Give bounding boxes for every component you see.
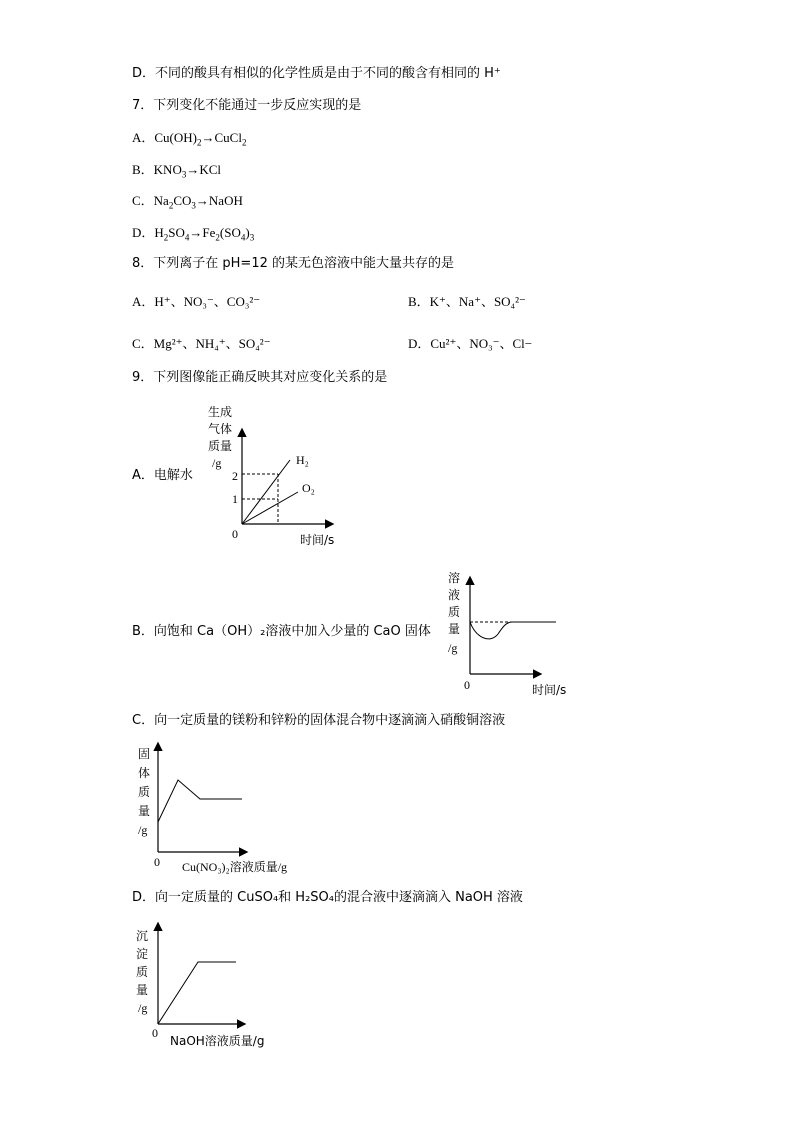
graph-d-ylabel-3: 质 bbox=[136, 965, 149, 979]
q7-option-a bbox=[132, 130, 246, 146]
graph-a-ytick-2: 2 bbox=[232, 469, 238, 483]
q8-option-a: A．H⁺、NO₃⁻、CO₃²⁻ bbox=[132, 294, 261, 309]
graph-c-curve bbox=[158, 780, 242, 822]
q7-option-c bbox=[132, 193, 243, 209]
q7-stem: 7．下列变化不能通过一步反应实现的是 bbox=[132, 98, 362, 113]
q7-option-b bbox=[132, 162, 221, 178]
graph-b-ylabel-5: /g bbox=[448, 641, 458, 655]
graph-b-origin: 0 bbox=[464, 678, 470, 692]
q8-option-d: D．Cu²⁺、NO₃⁻、Cl− bbox=[408, 336, 533, 351]
graph-b-ylabel-2: 液 bbox=[448, 588, 461, 602]
graph-c-origin: 0 bbox=[154, 855, 160, 869]
q7-d-text-3: →Fe bbox=[189, 225, 216, 240]
q9-option-a-label: A．电解水 bbox=[132, 468, 193, 483]
graph-b-ylabel-3: 质 bbox=[448, 605, 461, 619]
q7-d-sub-3: 2 bbox=[215, 232, 220, 243]
graph-b-curve bbox=[470, 622, 556, 639]
q7-c-label: C． bbox=[132, 193, 154, 208]
graph-a-ylabel-2: 气体 bbox=[208, 422, 233, 436]
graph-a-o2-line bbox=[242, 492, 298, 524]
graph-c-ylabel-4: 量 bbox=[138, 804, 151, 818]
graph-d-ylabel-5: /g bbox=[138, 1001, 148, 1015]
q7-option-d bbox=[132, 225, 254, 241]
graph-c bbox=[130, 740, 340, 880]
q6-option-d: D．不同的酸具有相似的化学性质是由于不同的酸含有相同的 H⁺ bbox=[132, 66, 501, 81]
q7-d-sub-1: 2 bbox=[163, 232, 169, 243]
graph-a-ytick-1: 1 bbox=[232, 492, 238, 506]
q7-a-arrow: → bbox=[201, 130, 215, 145]
q9-stem: 9．下列图像能正确反映其对应变化关系的是 bbox=[132, 370, 388, 385]
q7-c-text-1: Na bbox=[153, 193, 169, 208]
q7-b-rest: →KCl bbox=[186, 162, 222, 177]
graph-b bbox=[440, 568, 580, 698]
q7-d-sub-2: 4 bbox=[184, 232, 190, 243]
q7-b-sub: 3 bbox=[181, 169, 187, 180]
graph-d-origin: 0 bbox=[152, 1026, 158, 1040]
graph-a-h2-line bbox=[242, 460, 290, 524]
q7-d-text-4: (SO bbox=[219, 225, 241, 240]
q7-d-text-5: ) bbox=[245, 225, 250, 240]
q8-option-b: B．K⁺、Na⁺、SO₄²⁻ bbox=[408, 294, 526, 309]
q7-d-sub-5: 3 bbox=[249, 232, 255, 243]
q7-c-text-2: CO bbox=[173, 193, 192, 208]
q7-b-label: B． bbox=[132, 162, 154, 177]
q7-a-sub-1: 2 bbox=[197, 137, 202, 148]
q7-a-label: A． bbox=[132, 130, 155, 145]
q7-c-rest: →NaOH bbox=[195, 193, 243, 208]
q8-option-c: C．Mg²⁺、NH₄⁺、SO₄²⁻ bbox=[132, 336, 271, 351]
q7-c-sub-1: 2 bbox=[168, 200, 174, 211]
graph-d bbox=[130, 918, 300, 1053]
q7-a-sub-2: 2 bbox=[241, 137, 247, 148]
q9-option-c-label: C．向一定质量的镁粉和锌粉的固体混合物中逐滴滴入硝酸铜溶液 bbox=[132, 713, 506, 728]
graph-c-ylabel-5: /g bbox=[138, 823, 148, 837]
q7-a-formula-1: Cu(OH) bbox=[154, 130, 197, 145]
q7-b-text: KNO bbox=[153, 162, 182, 177]
graph-a-ylabel-1: 生成 bbox=[208, 405, 233, 419]
graph-c-ylabel-1: 固 bbox=[138, 747, 151, 761]
graph-d-ylabel-1: 沉 bbox=[136, 929, 149, 943]
graph-b-ylabel-1: 溶 bbox=[448, 571, 461, 585]
graph-a bbox=[190, 398, 350, 548]
q7-c-sub-2: 3 bbox=[191, 200, 196, 211]
graph-c-ylabel-3: 质 bbox=[138, 785, 151, 799]
q7-d-text-2: SO bbox=[168, 225, 185, 240]
graph-a-origin: 0 bbox=[232, 527, 238, 541]
graph-b-xlabel: 时间/s bbox=[532, 683, 567, 697]
q9-option-d-label: D．向一定质量的 CuSO₄和 H₂SO₄的混合液中逐滴滴入 NaOH 溶液 bbox=[132, 890, 523, 905]
q9-option-b-label: B．向饱和 Ca（OH）₂溶液中加入少量的 CaO 固体 bbox=[132, 624, 431, 639]
graph-c-xlabel: Cu(NO₃)₂溶液质量/g bbox=[182, 860, 288, 874]
graph-c-ylabel-2: 体 bbox=[138, 766, 151, 780]
graph-d-curve bbox=[158, 962, 236, 1024]
graph-a-ylabel-4: /g bbox=[212, 456, 222, 470]
graph-d-ylabel-2: 淀 bbox=[136, 947, 149, 961]
graph-b-ylabel-4: 量 bbox=[448, 622, 461, 636]
q8-stem: 8．下列离子在 pH=12 的某无色溶液中能大量共存的是 bbox=[132, 256, 454, 271]
graph-a-h2-label: H₂ bbox=[296, 453, 309, 467]
q7-d-text-1: H bbox=[154, 225, 164, 240]
graph-a-ylabel-3: 质量 bbox=[208, 439, 233, 453]
q7-d-label: D． bbox=[132, 225, 155, 240]
graph-d-ylabel-4: 量 bbox=[136, 983, 149, 997]
q7-d-sub-4: 4 bbox=[240, 232, 246, 243]
q7-a-formula-2: CuCl bbox=[214, 130, 242, 145]
graph-a-xlabel: 时间/s bbox=[300, 533, 335, 547]
graph-a-o2-label: O₂ bbox=[302, 481, 315, 495]
graph-d-xlabel: NaOH溶液质量/g bbox=[170, 1034, 265, 1048]
